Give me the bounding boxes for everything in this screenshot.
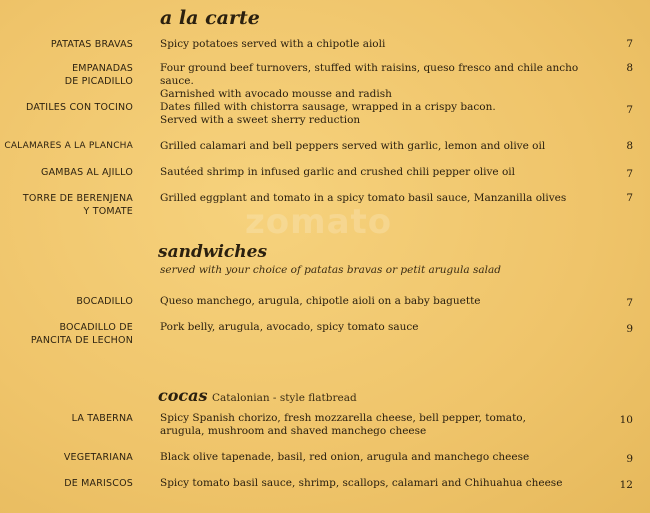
item-description: Four ground beef turnovers, stuffed with raisins, queso fresco and chile ancho sauce. Garnished with avocado mousse and radish	[160, 62, 579, 100]
section-title-cocas: cocas	[158, 386, 208, 405]
item-name: PATATAS BRAVAS	[50, 39, 133, 50]
item-name: DE MARISCOS	[64, 478, 133, 489]
item-price: 7	[626, 38, 633, 50]
item-description: Sautéed shrimp in infused garlic and crushed chili pepper olive oil	[160, 166, 516, 178]
item-description: Grilled calamari and bell peppers served with garlic, lemon and olive oil	[160, 140, 546, 152]
item-name: GAMBAS AL AJILLO	[41, 167, 133, 178]
item-name: CALAMARES A LA PLANCHA	[4, 141, 133, 151]
item-name: BOCADILLO	[76, 296, 133, 307]
item-name: LA TABERNA	[71, 413, 133, 424]
item-price: 12	[619, 479, 633, 491]
item-price: 9	[626, 323, 633, 335]
item-price: 7	[626, 168, 633, 180]
item-name: EMPANADAS DE PICADILLO	[64, 63, 133, 87]
item-price: 7	[626, 192, 633, 204]
item-description: Queso manchego, arugula, chipotle aioli on a baby baguette	[160, 295, 481, 307]
item-name: TORRE DE BERENJENA Y TOMATE	[22, 193, 133, 217]
item-description: Grilled eggplant and tomato in a spicy tomato basil sauce, Manzanilla olives	[160, 192, 567, 204]
item-description: Dates filled with chistorra sausage, wrapped in a crispy bacon. Served with a sweet sherry reduction	[160, 101, 496, 126]
item-name: DATILES CON TOCINO	[26, 102, 133, 113]
item-description: Spicy potatoes served with a chipotle aioli	[160, 38, 386, 50]
item-name: VEGETARIANA	[63, 452, 133, 463]
item-price: 9	[626, 453, 633, 465]
section-subtitle-cocas: Catalonian - style flatbread	[212, 392, 357, 404]
item-price: 7	[626, 297, 633, 309]
item-description: Black olive tapenade, basil, red onion, arugula and manchego cheese	[160, 451, 530, 463]
section-subtitle-sandwiches: served with your choice of patatas bravas or petit arugula salad	[160, 264, 501, 276]
item-price: 8	[626, 140, 633, 152]
watermark: zomato	[245, 202, 393, 242]
item-price: 8	[626, 62, 633, 74]
item-description: Spicy Spanish chorizo, fresh mozzarella cheese, bell pepper, tomato, arugula, mushroom and shaved manchego cheese	[160, 412, 526, 437]
item-price: 7	[626, 104, 633, 116]
section-title-sandwiches: sandwiches	[158, 242, 268, 262]
item-description: Spicy tomato basil sauce, shrimp, scallops, calamari and Chihuahua cheese	[160, 477, 563, 489]
item-name: BOCADILLO DE PANCITA DE LECHON	[30, 322, 133, 346]
item-price: 10	[619, 414, 633, 426]
section-title-a-la-carte: a la carte	[160, 7, 260, 29]
item-description: Pork belly, arugula, avocado, spicy tomato sauce	[160, 321, 419, 333]
